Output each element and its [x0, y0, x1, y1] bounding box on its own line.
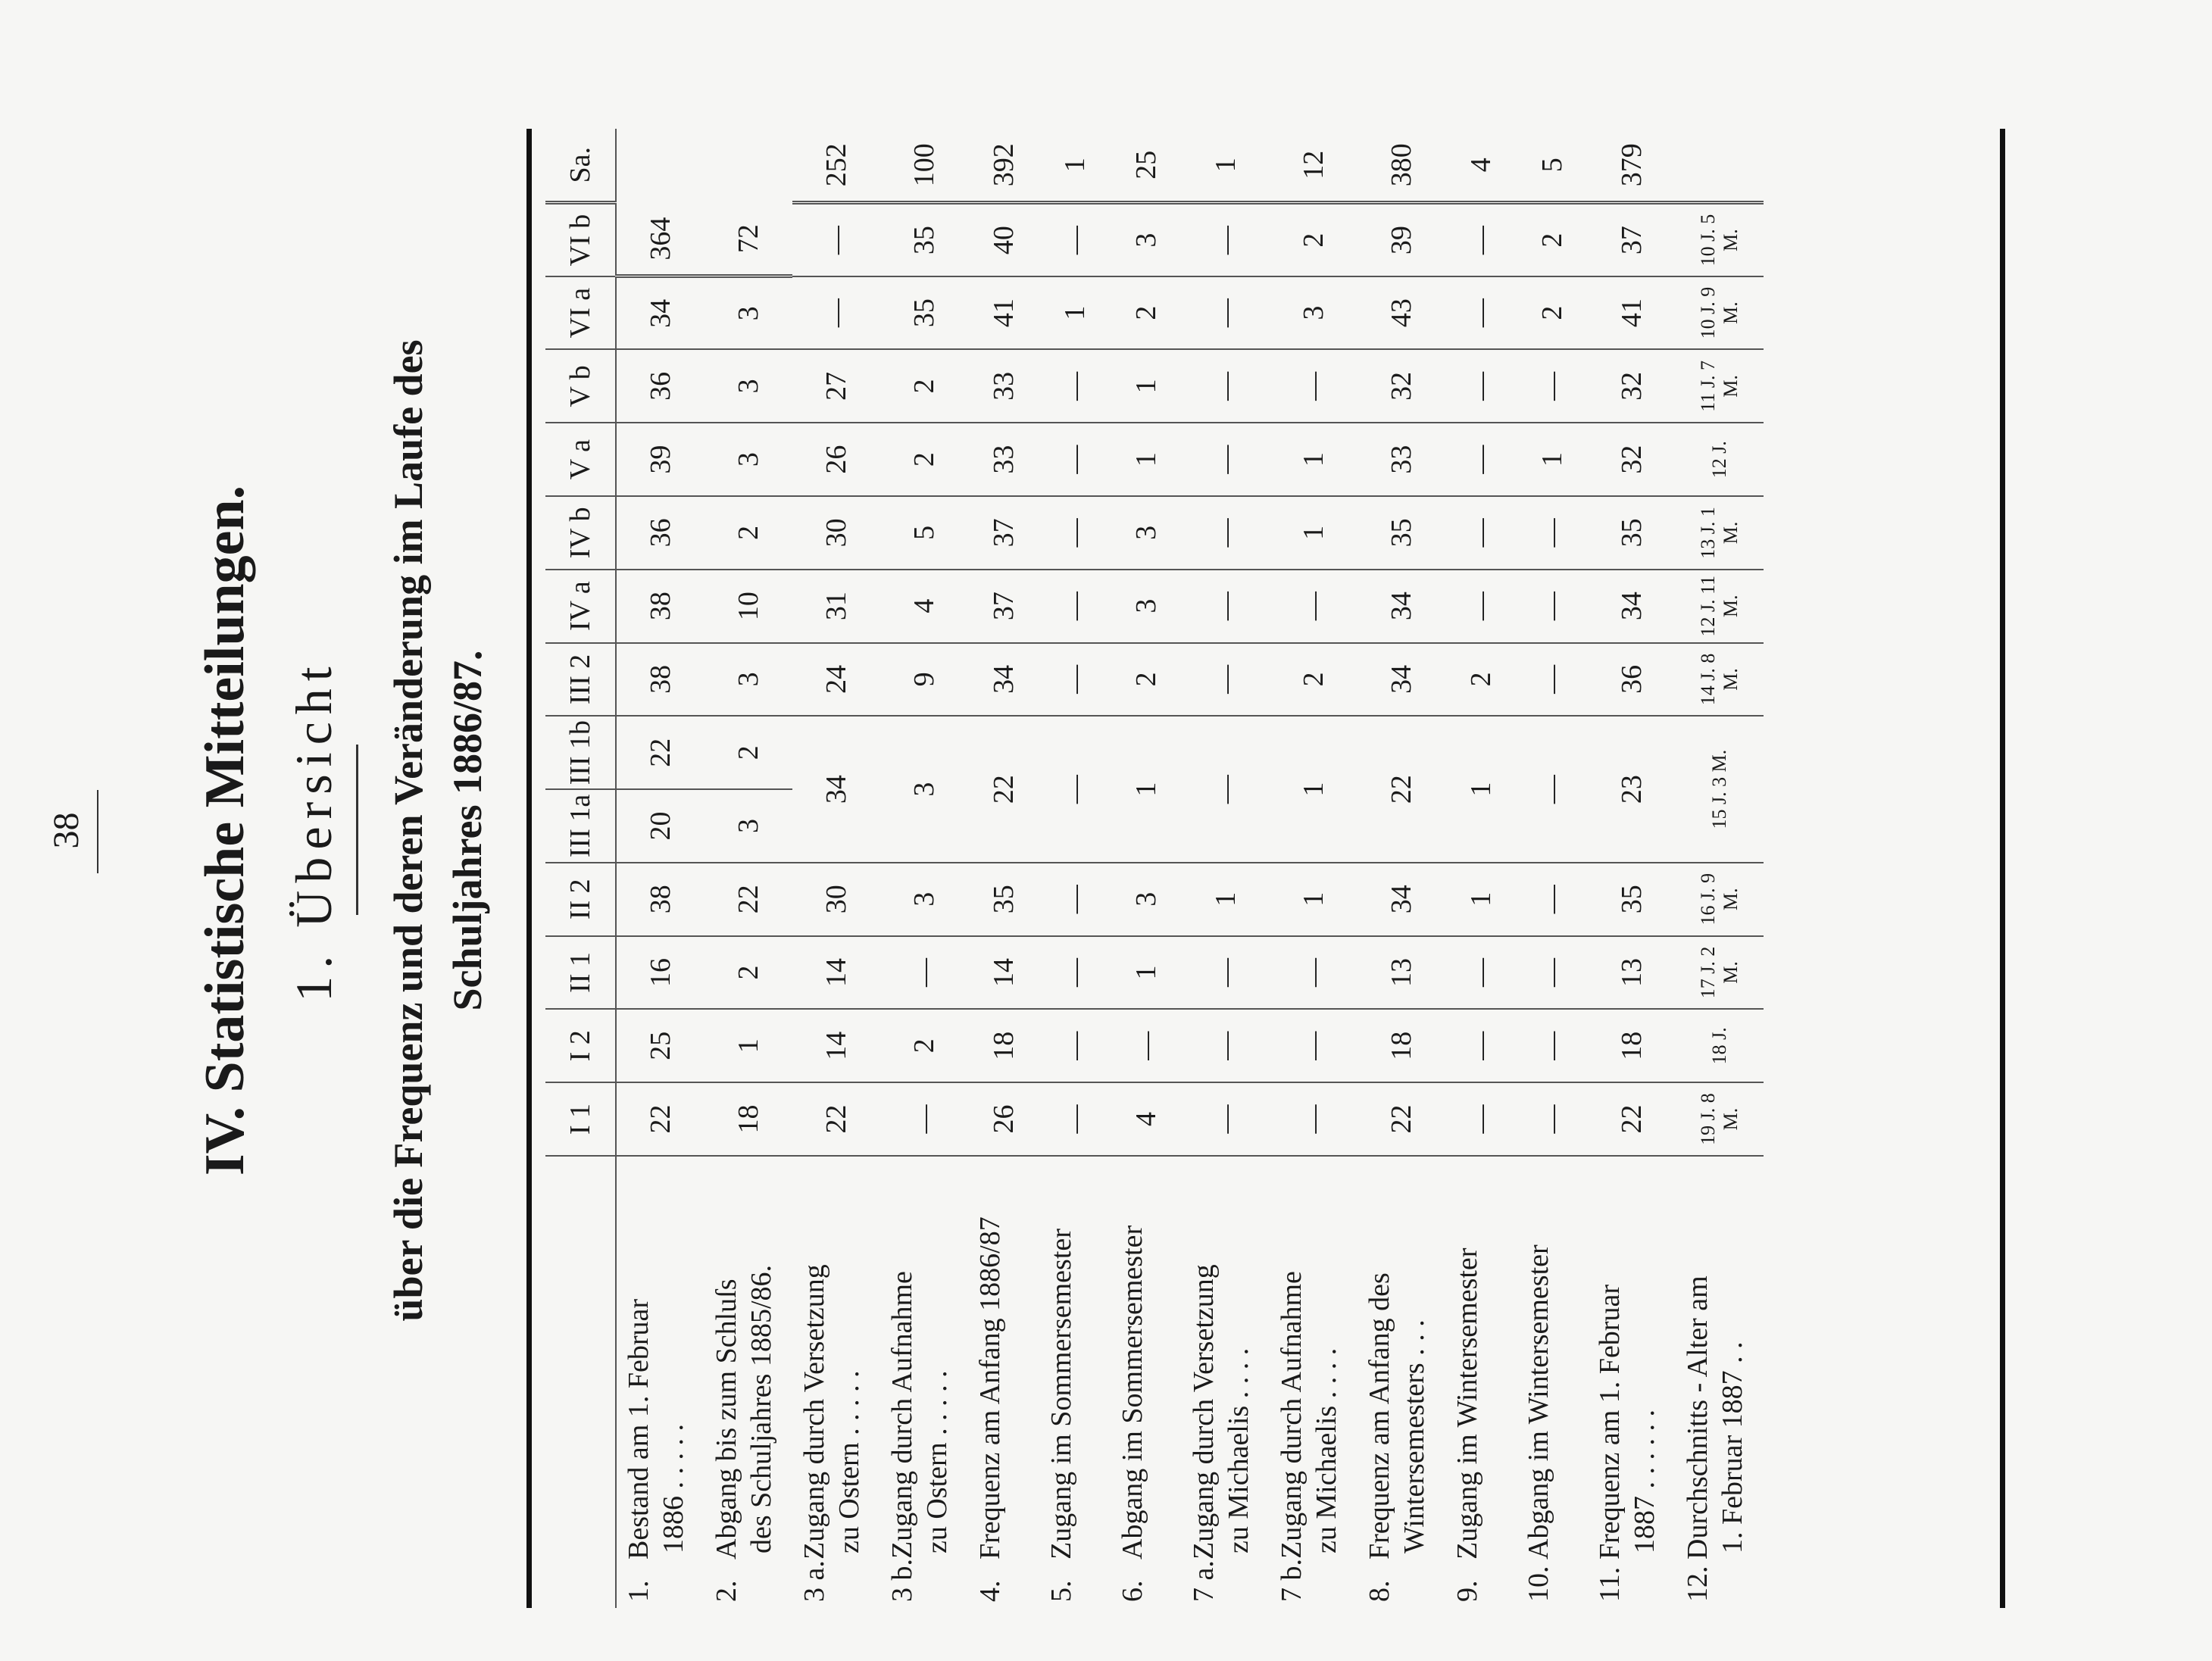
row-label — [792, 1156, 880, 1608]
value-cell: — — [1445, 349, 1517, 423]
value-cell: 1 — [1445, 716, 1517, 863]
value-cell: — — [1517, 643, 1588, 717]
value-cell: 3 — [880, 863, 968, 936]
sum-cell: 379 — [1588, 129, 1676, 203]
value-cell: — — [1182, 1082, 1270, 1156]
value-cell: 2 — [880, 349, 968, 423]
value-cell: — — [1039, 1082, 1111, 1156]
value-cell: 18 J. — [1676, 1009, 1764, 1082]
value-cell: 2 — [1270, 643, 1358, 717]
row-number: 6. — [1117, 1580, 1148, 1602]
value-cell: — — [1517, 1082, 1588, 1156]
value-cell: 1 — [1270, 423, 1358, 496]
sum-cell: 100 — [880, 129, 968, 203]
value-cell: — — [1517, 496, 1588, 570]
value-cell: — — [1270, 1009, 1358, 1082]
value-cell: 35 — [1588, 496, 1676, 570]
value-cell: 1 — [1111, 349, 1182, 423]
caption-line: über die Frequenz und deren Veränderung im Laufe des — [386, 339, 431, 1322]
value-cell: 11 J. 7 M. — [1676, 349, 1764, 423]
value-cell: 32 — [1588, 349, 1676, 423]
row-label-line: Zugang im Wintersemester — [1451, 1247, 1483, 1560]
row-label-line: Zugang durch Aufnahme — [1276, 1271, 1308, 1559]
value-cell: 34 — [616, 276, 705, 350]
row-number: 10. — [1523, 1566, 1554, 1602]
value-cell: — — [1445, 423, 1517, 496]
value-cell: 10 J. 5 M. — [1676, 203, 1764, 276]
value-cell: — — [880, 1082, 968, 1156]
row-label — [1111, 1156, 1182, 1608]
value-cell: 1 — [1517, 423, 1588, 496]
row-number: 3 a. — [798, 1560, 830, 1602]
value-cell: 14 — [968, 936, 1039, 1010]
subsection-title: 1. Übersicht — [285, 659, 342, 1002]
row-label-line: Zugang im Sommersemester — [1045, 1229, 1077, 1560]
value-cell: 20 — [616, 789, 705, 863]
value-cell: — — [792, 276, 880, 350]
value-cell: — — [1182, 936, 1270, 1010]
value-cell: — — [1517, 936, 1588, 1010]
value-cell: — — [1039, 863, 1111, 936]
row-label — [1445, 1156, 1517, 1608]
column-header-sum: Sa. — [545, 129, 616, 203]
value-cell: 3 — [1270, 276, 1358, 350]
value-cell: 1 — [1270, 716, 1358, 863]
table-row — [1588, 129, 1676, 1608]
column-header: IV b — [545, 496, 616, 570]
column-header: V a — [545, 423, 616, 496]
value-cell: — — [1517, 1009, 1588, 1082]
value-cell: 22 — [705, 863, 792, 936]
value-cell: 35 — [880, 276, 968, 350]
value-cell: — — [1270, 570, 1358, 643]
section-title: IV. Statistische Mitteilungen. — [194, 485, 256, 1176]
value-cell: 26 — [968, 1082, 1039, 1156]
value-cell: 34 — [792, 716, 880, 863]
value-cell: — — [1039, 936, 1111, 1010]
value-cell: 13 — [1588, 936, 1676, 1010]
value-cell: — — [1182, 349, 1270, 423]
value-cell: 1 — [1445, 863, 1517, 936]
value-cell: — — [1182, 716, 1270, 863]
value-cell: — — [1445, 936, 1517, 1010]
value-cell: 2 — [1517, 203, 1588, 276]
row-number: 7 b. — [1276, 1559, 1308, 1602]
row-label — [1676, 1156, 1764, 1608]
sum-cell — [1676, 129, 1764, 203]
value-cell: 22 — [792, 1082, 880, 1156]
row-number: 12. — [1682, 1566, 1714, 1602]
value-cell: 36 — [1588, 643, 1676, 717]
sum-cell: 12 — [1270, 129, 1358, 203]
value-cell: 34 — [968, 643, 1039, 717]
row-label-line: Frequenz am Anfang des — [1364, 1272, 1395, 1560]
value-cell: 41 — [968, 276, 1039, 350]
value-cell: 22 — [1358, 1082, 1445, 1156]
value-cell: 30 — [792, 863, 880, 936]
value-cell: 18 — [968, 1009, 1039, 1082]
value-cell: 34 — [1358, 570, 1445, 643]
table-row — [1445, 129, 1517, 1608]
table-caption — [379, 182, 497, 1479]
value-cell: 22 — [968, 716, 1039, 863]
table-row — [705, 129, 792, 1608]
value-cell: — — [1039, 716, 1111, 863]
value-cell: 17 J. 2 M. — [1676, 936, 1764, 1010]
table-top-rule — [526, 129, 532, 1608]
value-cell: — — [1445, 496, 1517, 570]
page-number-rule — [97, 790, 98, 873]
value-cell: — — [792, 203, 880, 276]
value-cell: 43 — [1358, 276, 1445, 350]
value-cell: — — [880, 936, 968, 1010]
value-cell: 38 — [616, 863, 705, 936]
value-cell: — — [1039, 1009, 1111, 1082]
row-label — [616, 1156, 705, 1608]
value-cell: — — [1111, 1009, 1182, 1082]
value-cell: — — [1182, 570, 1270, 643]
row-label-line: Frequenz am 1. Februar — [1594, 1285, 1626, 1560]
row-label-line: 1886 . . . . . — [658, 1424, 689, 1553]
value-cell: 34 — [1358, 643, 1445, 717]
header-row — [545, 129, 616, 1608]
column-header: III 1a — [545, 789, 616, 863]
value-cell: 25 — [616, 1009, 705, 1082]
value-cell: — — [1039, 496, 1111, 570]
value-cell: — — [1517, 349, 1588, 423]
value-cell: — — [1445, 276, 1517, 350]
table-row — [1182, 129, 1270, 1608]
row-label-line: Wintersemesters . . . — [1398, 1319, 1430, 1553]
value-cell: — — [1039, 423, 1111, 496]
value-cell: 27 — [792, 349, 880, 423]
value-cell: — — [1039, 349, 1111, 423]
row-label-line: Zugang durch Versetzung — [1188, 1264, 1220, 1560]
table-row — [1039, 129, 1111, 1608]
value-cell: 37 — [968, 496, 1039, 570]
table-row — [1270, 129, 1358, 1608]
table-body — [616, 129, 1764, 1608]
caption-line: Schuljahres 1886/87. — [445, 650, 490, 1011]
column-header: III 1b — [545, 716, 616, 789]
value-cell: — — [1445, 1009, 1517, 1082]
value-cell: 3 — [705, 276, 792, 350]
row-label-line: Abgang im Wintersemester — [1523, 1244, 1554, 1560]
column-header: I 2 — [545, 1009, 616, 1082]
value-cell: — — [1270, 349, 1358, 423]
table-row — [1517, 129, 1588, 1608]
value-cell: 2 — [1270, 203, 1358, 276]
value-cell: — — [1445, 570, 1517, 643]
value-cell: 39 — [616, 423, 705, 496]
value-cell: 2 — [880, 1009, 968, 1082]
row-number: 11. — [1594, 1566, 1626, 1602]
value-cell: 3 — [1111, 496, 1182, 570]
value-cell: — — [1182, 203, 1270, 276]
row-number: 1. — [623, 1580, 655, 1602]
value-cell: 2 — [705, 716, 792, 789]
sum-cell: 1 — [1039, 129, 1111, 203]
value-cell: 18 — [705, 1082, 792, 1156]
value-cell: — — [1517, 863, 1588, 936]
value-cell: 3 — [705, 423, 792, 496]
value-cell: 2 — [705, 496, 792, 570]
row-number: 9. — [1451, 1580, 1483, 1602]
value-cell: 14 — [792, 936, 880, 1010]
value-cell: 22 — [616, 1082, 705, 1156]
value-cell: 33 — [1358, 423, 1445, 496]
value-cell: 23 — [1588, 716, 1676, 863]
value-cell: 1 — [705, 1009, 792, 1082]
column-header: VI a — [545, 276, 616, 350]
table-row — [968, 129, 1039, 1608]
value-cell: — — [1182, 1009, 1270, 1082]
value-cell: 33 — [968, 349, 1039, 423]
value-cell: 37 — [968, 570, 1039, 643]
value-cell: — — [1039, 570, 1111, 643]
table-row — [616, 129, 705, 1608]
value-cell: 1 — [1111, 936, 1182, 1010]
value-cell: 2 — [1111, 276, 1182, 350]
row-label-line: Abgang bis zum Schluſs — [711, 1279, 742, 1560]
value-cell: — — [1270, 936, 1358, 1010]
column-header: II 2 — [545, 863, 616, 936]
table-bottom-rule — [2000, 129, 2005, 1608]
value-cell: 22 — [1588, 1082, 1676, 1156]
value-cell: 36 — [616, 349, 705, 423]
sum-cell: 72 — [705, 203, 792, 276]
value-cell: 3 — [880, 716, 968, 863]
value-cell: 40 — [968, 203, 1039, 276]
value-cell: 1 — [1182, 863, 1270, 936]
value-cell: — — [1182, 423, 1270, 496]
value-cell: 3 — [705, 643, 792, 717]
value-cell: 35 — [968, 863, 1039, 936]
value-cell: 1 — [1111, 716, 1182, 863]
row-number: 4. — [974, 1580, 1006, 1602]
value-cell: 14 — [792, 1009, 880, 1082]
row-label — [1270, 1156, 1358, 1608]
subtitle-rule — [356, 745, 358, 915]
sum-cell: 380 — [1358, 129, 1445, 203]
row-number: 2. — [711, 1580, 742, 1602]
value-cell: 34 — [1588, 570, 1676, 643]
row-label-line: 1. Februar 1887 . . — [1717, 1341, 1748, 1553]
row-number: 5. — [1045, 1580, 1077, 1602]
value-cell: 18 — [1358, 1009, 1445, 1082]
table-row — [880, 129, 968, 1608]
value-cell: — — [1517, 570, 1588, 643]
value-cell: 5 — [880, 496, 968, 570]
table-row — [1358, 129, 1445, 1608]
value-cell: — — [1039, 643, 1111, 717]
value-cell: 35 — [880, 203, 968, 276]
sum-cell: 25 — [1111, 129, 1182, 203]
value-cell: 38 — [616, 570, 705, 643]
row-label-line: 1887 . . . . . . — [1629, 1410, 1661, 1553]
row-label — [1182, 1156, 1270, 1608]
value-cell: 3 — [1111, 570, 1182, 643]
sum-cell: 1 — [1182, 129, 1270, 203]
value-cell: 15 J. 3 M. — [1676, 716, 1764, 863]
row-label-line: Zugang durch Versetzung — [798, 1264, 830, 1560]
row-number: 3 b. — [886, 1559, 918, 1602]
value-cell: 4 — [880, 570, 968, 643]
value-cell: 39 — [1358, 203, 1445, 276]
value-cell: 16 — [616, 936, 705, 1010]
value-cell: 33 — [968, 423, 1039, 496]
frequency-table — [545, 129, 1764, 1608]
value-cell: 12 J. 11 M. — [1676, 570, 1764, 643]
value-cell: 26 — [792, 423, 880, 496]
value-cell: 30 — [792, 496, 880, 570]
value-cell: — — [1270, 1082, 1358, 1156]
value-cell: 3 — [1111, 203, 1182, 276]
value-cell: 2 — [1517, 276, 1588, 350]
row-label — [1039, 1156, 1111, 1608]
value-cell: 2 — [1111, 643, 1182, 717]
value-cell: 38 — [616, 643, 705, 717]
row-label — [705, 1156, 792, 1608]
value-cell: 12 J. — [1676, 423, 1764, 496]
value-cell: 22 — [1358, 716, 1445, 863]
column-header: IV a — [545, 570, 616, 643]
header-label-cell — [545, 1156, 616, 1608]
row-label — [880, 1156, 968, 1608]
row-label-line: Durchschnitts - Alter am — [1682, 1275, 1714, 1560]
column-header: III 2 — [545, 643, 616, 717]
value-cell: 37 — [1588, 203, 1676, 276]
row-label — [1358, 1156, 1445, 1608]
row-label — [1517, 1156, 1588, 1608]
value-cell: 2 — [705, 936, 792, 1010]
page-number: 38 — [46, 812, 86, 849]
value-cell: — — [1182, 496, 1270, 570]
sum-cell: 4 — [1445, 129, 1517, 203]
row-label-line: zu Michaelis . . . . — [1223, 1347, 1254, 1553]
value-cell: 31 — [792, 570, 880, 643]
value-cell: 35 — [1588, 863, 1676, 936]
value-cell: 13 — [1358, 936, 1445, 1010]
value-cell: 2 — [880, 423, 968, 496]
table-row — [1676, 129, 1764, 1608]
row-label-line: zu Michaelis . . . . — [1311, 1347, 1342, 1553]
value-cell: 14 J. 8 M. — [1676, 643, 1764, 717]
value-cell: — — [1445, 1082, 1517, 1156]
value-cell: 3 — [705, 789, 792, 863]
value-cell: 36 — [616, 496, 705, 570]
column-header: I 1 — [545, 1082, 616, 1156]
value-cell: — — [1039, 203, 1111, 276]
value-cell: 24 — [792, 643, 880, 717]
column-header: VI b — [545, 203, 616, 276]
value-cell: 13 J. 1 M. — [1676, 496, 1764, 570]
row-number: 8. — [1364, 1580, 1395, 1602]
row-label-line: Zugang durch Aufnahme — [886, 1271, 918, 1559]
table-row — [1111, 129, 1182, 1608]
sum-cell: 5 — [1517, 129, 1588, 203]
value-cell: 10 J. 9 M. — [1676, 276, 1764, 350]
row-label — [968, 1156, 1039, 1608]
value-cell: 9 — [880, 643, 968, 717]
value-cell: 1 — [1270, 496, 1358, 570]
row-number: 7 a. — [1188, 1560, 1220, 1602]
row-label-line: Bestand am 1. Februar — [623, 1298, 655, 1560]
sum-cell: 392 — [968, 129, 1039, 203]
value-cell: 1 — [1039, 276, 1111, 350]
value-cell: — — [1517, 716, 1588, 863]
column-header: II 1 — [545, 936, 616, 1010]
value-cell: 35 — [1358, 496, 1445, 570]
value-cell: 41 — [1588, 276, 1676, 350]
value-cell: — — [1182, 276, 1270, 350]
value-cell: 34 — [1358, 863, 1445, 936]
value-cell: 19 J. 8 M. — [1676, 1082, 1764, 1156]
sum-cell: 364 — [616, 203, 705, 276]
value-cell: 4 — [1111, 1082, 1182, 1156]
value-cell: 3 — [705, 349, 792, 423]
value-cell: 2 — [1445, 643, 1517, 717]
value-cell: 10 — [705, 570, 792, 643]
table-row — [792, 129, 880, 1608]
value-cell: 16 J. 9 M. — [1676, 863, 1764, 936]
value-cell: 32 — [1358, 349, 1445, 423]
value-cell: 32 — [1588, 423, 1676, 496]
row-label-line: des Schuljahres 1885/86. — [745, 1264, 777, 1553]
value-cell: — — [1445, 203, 1517, 276]
value-cell: 3 — [1111, 863, 1182, 936]
value-cell: 1 — [1111, 423, 1182, 496]
row-label-line: Frequenz am Anfang 1886/87 — [974, 1216, 1006, 1560]
row-label-line: zu Ostern . . . . . — [833, 1370, 865, 1553]
value-cell: 22 — [616, 716, 705, 789]
value-cell: 18 — [1588, 1009, 1676, 1082]
sum-cell: 252 — [792, 129, 880, 203]
column-header: V b — [545, 349, 616, 423]
row-label-line: Abgang im Sommersemester — [1117, 1225, 1148, 1560]
row-label — [1588, 1156, 1676, 1608]
value-cell: — — [1182, 643, 1270, 717]
value-cell: 1 — [1270, 863, 1358, 936]
row-label-line: zu Ostern . . . . . — [921, 1370, 953, 1553]
